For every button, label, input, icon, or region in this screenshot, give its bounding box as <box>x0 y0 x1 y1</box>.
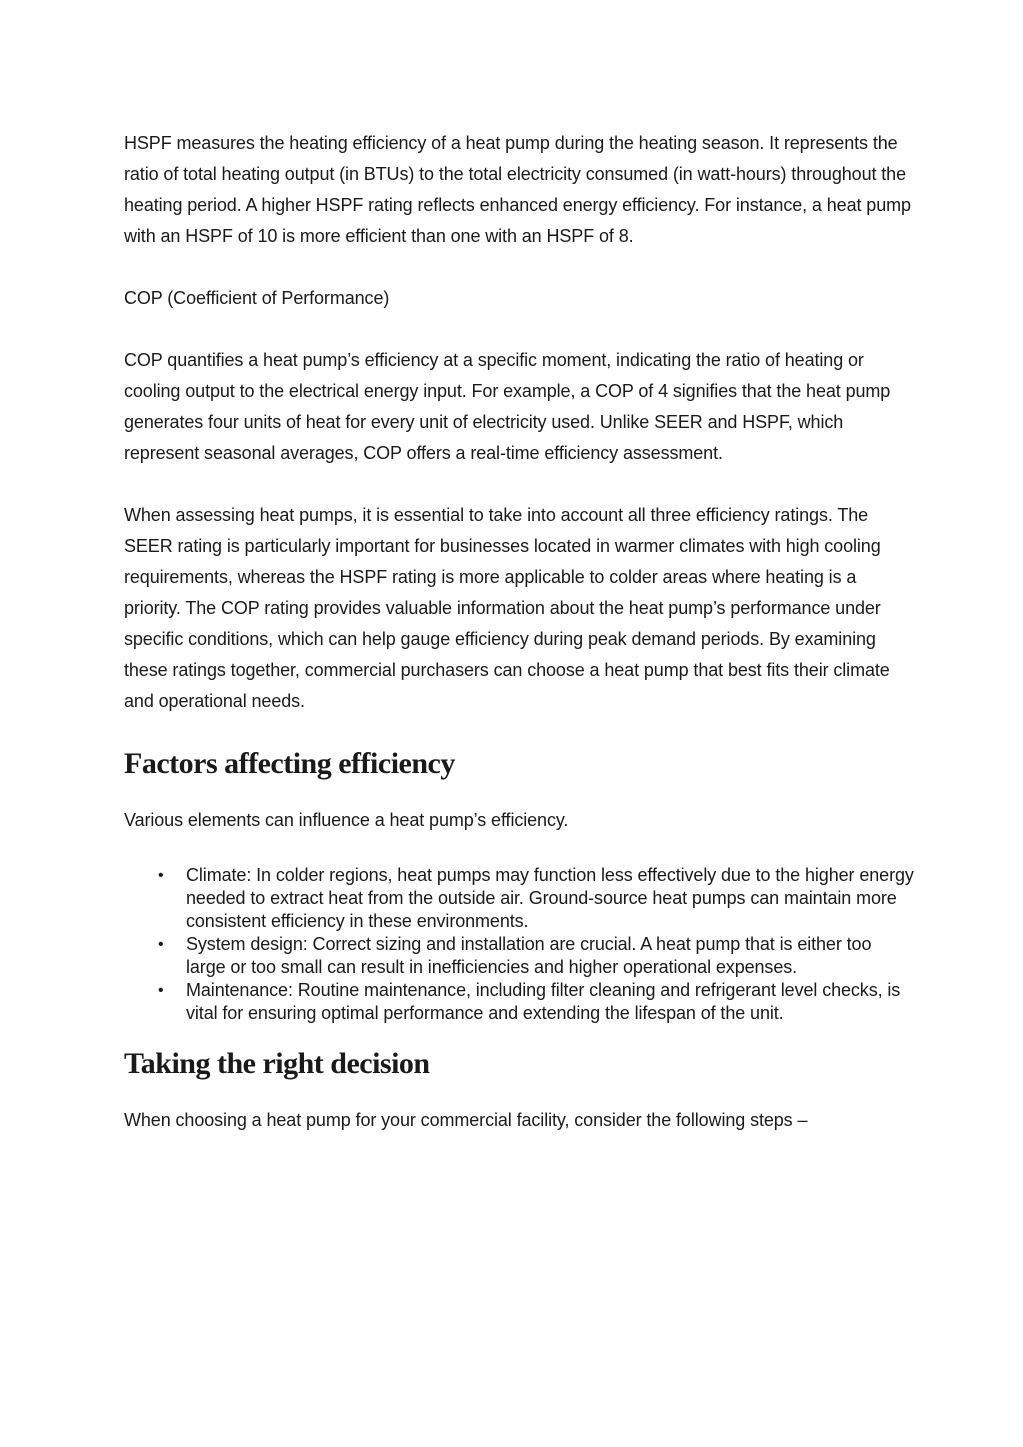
list-item <box>124 864 914 933</box>
list-item-text: System design: Correct sizing and installation are crucial. A heat pump that is either too large or too small can result in inefficiencies and higher operational expenses. <box>186 934 872 977</box>
decision-heading: Taking the right decision <box>124 1047 430 1080</box>
list-item-text: Maintenance: Routine maintenance, including filter cleaning and refrigerant level checks, is vital for ensuring optimal performance and extending the lifespan of the unit. <box>186 980 901 1023</box>
list-item <box>124 979 914 1025</box>
factors-list <box>124 864 914 1025</box>
bullet-icon: • <box>158 867 164 884</box>
assessing-paragraph: When assessing heat pumps, it is essential to take into account all three efficiency ratings. The SEER rating is particularly important for businesses located in warmer climates with high cooling requirements, whereas the HSPF rating is more applicable to colder areas where heating is a priority. The COP rating provides valuable information about the heat pump’s performance under specific conditions, which can help gauge efficiency during peak demand periods. By examining these ratings together, commercial purchasers can choose a heat pump that best fits their climate and operational needs. <box>124 505 890 711</box>
list-item <box>124 933 914 979</box>
hspf-paragraph: HSPF measures the heating efficiency of a heat pump during the heating season. It represents the ratio of total heating output (in BTUs) to the total electricity consumed (in watt-hours) throughout the heating period. A higher HSPF rating reflects enhanced energy efficiency. For instance, a heat pump with an HSPF of 10 is more efficient than one with an HSPF of 8. <box>124 133 911 246</box>
decision-intro: When choosing a heat pump for your commercial facility, consider the following steps – <box>124 1110 808 1130</box>
list-item-text: Climate: In colder regions, heat pumps may function less effectively due to the higher energy needed to extract heat from the outside air. Ground-source heat pumps can maintain more consistent efficiency in these environments. <box>186 865 914 931</box>
cop-paragraph: COP quantifies a heat pump’s efficiency at a specific moment, indicating the ratio of heating or cooling output to the electrical energy input. For example, a COP of 4 signifies that the heat pump generates four units of heat for every unit of electricity used. Unlike SEER and HSPF, which represent seasonal averages, COP offers a real-time efficiency assessment. <box>124 350 891 463</box>
document-page <box>124 128 914 1167</box>
bullet-icon: • <box>158 936 164 953</box>
factors-heading: Factors affecting efficiency <box>124 747 455 780</box>
factors-intro: Various elements can influence a heat pump’s efficiency. <box>124 810 569 830</box>
bullet-icon: • <box>158 982 164 999</box>
cop-subtitle: COP (Coefficient of Performance) <box>124 288 390 308</box>
